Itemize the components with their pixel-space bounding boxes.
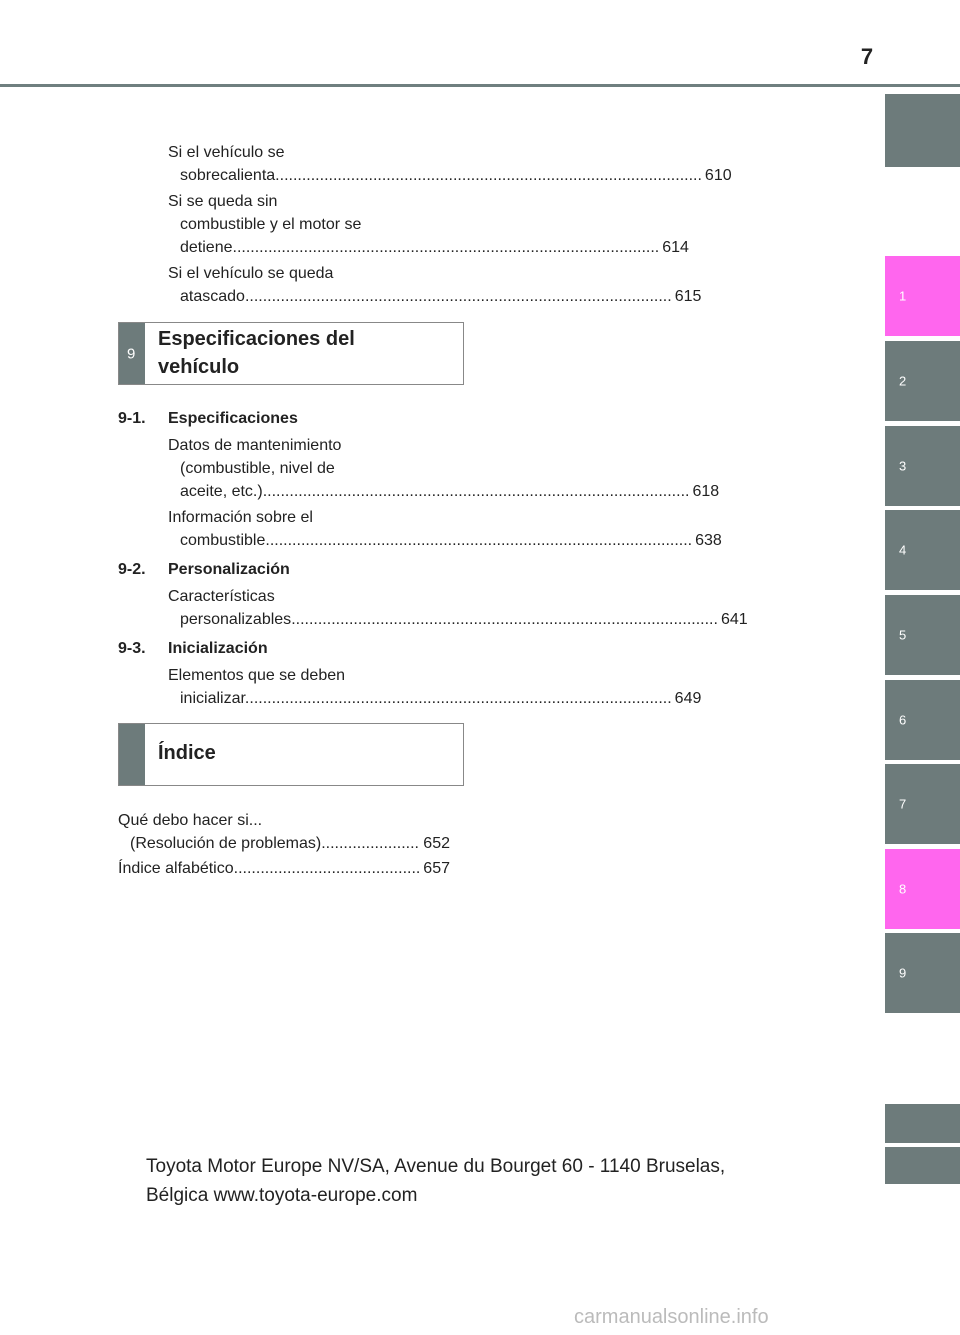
side-tab-label: 9 <box>899 965 907 981</box>
page-ref: 641 <box>720 611 748 628</box>
side-tab-blank-2[interactable] <box>885 1147 960 1184</box>
side-tab-5[interactable] <box>885 595 960 675</box>
header-rule <box>0 84 960 87</box>
page-ref: 610 <box>704 167 732 184</box>
section-header-indice[interactable] <box>118 723 464 786</box>
toc-entry-sin-combustible[interactable]: Si se queda sin combustible y el motor se detiene ..... 614 <box>168 190 450 259</box>
side-tab-label: 6 <box>899 712 907 728</box>
side-tab-label: 5 <box>899 627 907 643</box>
section-number-bar: 9 <box>119 323 145 384</box>
toc-entry-inicializar[interactable]: Elementos que se deben inicializar ..... 649 <box>168 664 450 710</box>
subsection-9-2[interactable]: 9-2. Personalización <box>118 561 290 578</box>
side-tab-blank-top[interactable] <box>885 94 960 167</box>
section-number-bar <box>119 724 145 785</box>
side-tab-6[interactable] <box>885 680 960 760</box>
side-tab-9[interactable] <box>885 933 960 1013</box>
section-title: Índice <box>158 742 216 764</box>
side-tab-2[interactable] <box>885 341 960 421</box>
page-number: 7 <box>860 44 874 69</box>
toc-entry-personalizables[interactable]: Características personalizables ..... 641 <box>168 585 450 631</box>
section-header-9[interactable] <box>118 322 464 385</box>
page-ref: 652 <box>423 835 450 852</box>
page-ref: 649 <box>674 690 702 707</box>
toc-entry-sobrecalienta[interactable]: Si el vehículo se sobrecalienta ..... 610 <box>168 141 450 187</box>
subsection-9-1[interactable]: 9-1. Especificaciones <box>118 410 298 427</box>
page-ref: 618 <box>692 483 720 500</box>
side-tab-1[interactable] <box>885 256 960 336</box>
page-ref: 638 <box>695 532 722 549</box>
watermark: carmanualsonline.info <box>574 1306 769 1328</box>
section-title: Especificaciones del vehículo <box>158 328 355 378</box>
side-tab-7[interactable] <box>885 764 960 844</box>
side-tab-8[interactable] <box>885 849 960 929</box>
toc-entry-atascado[interactable]: Si el vehículo se queda atascado ..... 615 <box>168 262 450 308</box>
toc-entry-info-combustible[interactable]: Información sobre el combustible ..... 638 <box>168 506 450 552</box>
page-ref: 614 <box>662 239 689 256</box>
toc-entry-problemas[interactable]: Qué debo hacer si... (Resolución de problemas) ..... 652 <box>118 809 450 855</box>
toc-entry-indice-alfabetico[interactable]: Índice alfabético ..... 657 <box>118 857 450 880</box>
page-ref: 657 <box>423 860 450 877</box>
side-tab-label: 4 <box>899 542 907 558</box>
side-tab-blank-1[interactable] <box>885 1104 960 1143</box>
side-tab-label: 2 <box>899 373 907 389</box>
subsection-9-3[interactable]: 9-3. Inicialización <box>118 640 268 657</box>
side-tab-label: 8 <box>899 881 907 897</box>
side-tab-label: 1 <box>899 288 907 304</box>
page-ref: 615 <box>674 288 702 305</box>
side-tab-4[interactable] <box>885 510 960 590</box>
toc-entry-mantenimiento[interactable]: Datos de mantenimiento (combustible, nivel de aceite, etc.) ..... 618 <box>168 434 450 503</box>
side-tab-3[interactable] <box>885 426 960 506</box>
side-tab-label: 7 <box>899 796 907 812</box>
publisher-address: Toyota Motor Europe NV/SA, Avenue du Bourget 60 - 1140 Bruselas, Bélgica www.toyota-europe.com <box>146 1156 726 1206</box>
side-tab-label: 3 <box>899 458 907 474</box>
